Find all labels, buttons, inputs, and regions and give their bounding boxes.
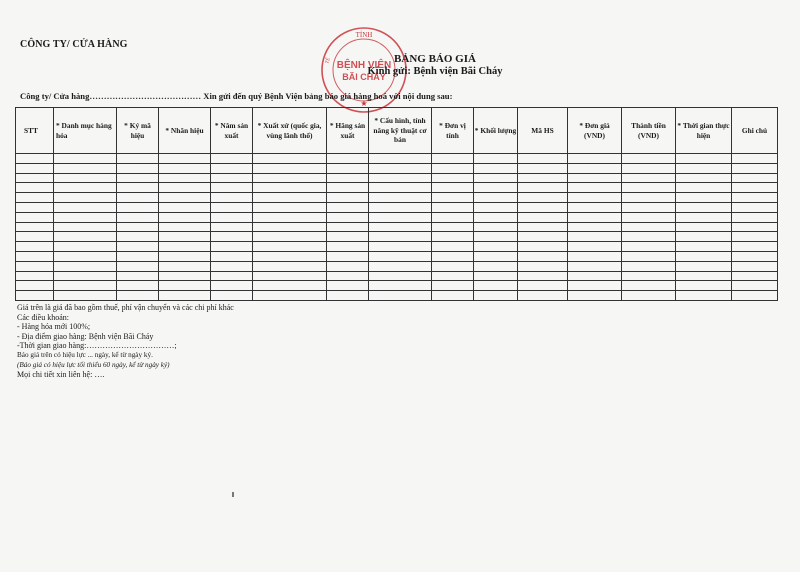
table-cell	[369, 242, 432, 252]
terms-heading: Các điều khoản:	[17, 312, 69, 322]
table-cell	[159, 173, 211, 183]
table-cell	[432, 291, 474, 301]
table-cell	[474, 202, 518, 212]
table-cell	[474, 163, 518, 173]
svg-text:BÃI CHÁY: BÃI CHÁY	[342, 72, 386, 82]
table-cell	[253, 202, 327, 212]
table-cell	[16, 291, 54, 301]
table-cell	[327, 232, 369, 242]
table-cell	[518, 163, 568, 173]
table-cell	[117, 261, 159, 271]
table-cell	[432, 271, 474, 281]
table-cell	[676, 202, 732, 212]
term-validity: Báo giá trên có hiệu lực ... ngày, kể từ ngày ký.	[17, 350, 153, 359]
table-cell	[432, 163, 474, 173]
table-cell	[369, 251, 432, 261]
table-cell	[54, 163, 117, 173]
table-cell	[54, 232, 117, 242]
table-cell	[518, 173, 568, 183]
table-cell	[253, 183, 327, 193]
table-cell	[211, 232, 253, 242]
svg-text:BỆNH VIỆN: BỆNH VIỆN	[336, 60, 392, 71]
table-cell	[16, 222, 54, 232]
table-cell	[16, 242, 54, 252]
table-cell	[327, 154, 369, 164]
table-cell	[54, 242, 117, 252]
table-header-row	[16, 108, 778, 154]
table-row	[16, 261, 778, 271]
table-cell	[117, 193, 159, 203]
table-row	[16, 163, 778, 173]
document-addressee: Kính gửi: Bệnh viện Bãi Cháy	[367, 66, 503, 77]
table-cell	[253, 291, 327, 301]
table-cell	[432, 154, 474, 164]
contact-line: Mọi chi tiết xin liên hệ: ….	[17, 370, 105, 380]
table-row	[16, 271, 778, 281]
table-row	[16, 154, 778, 164]
table-row	[16, 281, 778, 291]
table-cell	[211, 261, 253, 271]
table-cell	[253, 271, 327, 281]
table-cell	[676, 232, 732, 242]
table-cell	[432, 251, 474, 261]
table-cell	[732, 173, 778, 183]
table-cell	[327, 291, 369, 301]
table-cell	[622, 261, 676, 271]
table-cell	[732, 242, 778, 252]
table-cell	[117, 281, 159, 291]
table-cell	[211, 173, 253, 183]
table-row	[16, 212, 778, 222]
table-cell	[54, 173, 117, 183]
table-cell	[117, 183, 159, 193]
table-cell	[327, 271, 369, 281]
table-cell	[732, 271, 778, 281]
table-cell	[518, 261, 568, 271]
table-cell	[16, 232, 54, 242]
table-body	[16, 154, 778, 301]
table-cell	[568, 183, 622, 193]
table-cell	[54, 183, 117, 193]
column-header: * Danh mục hàng hóa	[54, 108, 117, 154]
table-cell	[211, 193, 253, 203]
table-cell	[253, 261, 327, 271]
table-cell	[54, 251, 117, 261]
price-note: Giá trên là giá đã bao gồm thuế, phí vận chuyển và các chi phí khác	[17, 303, 234, 312]
table-cell	[474, 281, 518, 291]
table-cell	[568, 271, 622, 281]
table-cell	[54, 222, 117, 232]
table-cell	[159, 212, 211, 222]
table-cell	[622, 154, 676, 164]
table-cell	[54, 261, 117, 271]
column-header: Thành tiền (VND)	[622, 108, 676, 154]
column-header: * Khối lượng	[474, 108, 518, 154]
table-cell	[253, 232, 327, 242]
table-cell	[159, 271, 211, 281]
table-cell	[518, 222, 568, 232]
table-cell	[16, 163, 54, 173]
table-cell	[622, 281, 676, 291]
table-cell	[369, 281, 432, 291]
table-cell	[676, 271, 732, 281]
table-cell	[518, 251, 568, 261]
table-cell	[327, 242, 369, 252]
table-cell	[327, 202, 369, 212]
table-cell	[16, 202, 54, 212]
table-cell	[327, 222, 369, 232]
table-cell	[432, 202, 474, 212]
intro-line: Công ty/ Cửa hàng………………………………… Xin gửi đến quý Bệnh Viện bảng báo giá hàng hoá với nội dung sau:	[20, 91, 453, 101]
table-cell	[369, 202, 432, 212]
column-header: * Hãng sản xuất	[327, 108, 369, 154]
table-cell	[518, 291, 568, 301]
document-title: BẢNG BÁO GIÁ	[394, 53, 476, 65]
table-cell	[211, 163, 253, 173]
table-cell	[568, 202, 622, 212]
table-cell	[16, 183, 54, 193]
table-cell	[432, 232, 474, 242]
column-header: * Đơn vị tính	[432, 108, 474, 154]
table-cell	[54, 193, 117, 203]
table-cell	[474, 222, 518, 232]
table-cell	[369, 291, 432, 301]
table-cell	[474, 232, 518, 242]
table-cell	[159, 193, 211, 203]
table-cell	[568, 173, 622, 183]
table-cell	[211, 183, 253, 193]
table-cell	[16, 212, 54, 222]
table-cell	[518, 232, 568, 242]
table-cell	[159, 261, 211, 271]
table-cell	[117, 212, 159, 222]
table-cell	[16, 173, 54, 183]
table-cell	[474, 242, 518, 252]
table-cell	[474, 212, 518, 222]
table-cell	[327, 183, 369, 193]
table-cell	[54, 291, 117, 301]
table-row	[16, 202, 778, 212]
table-cell	[159, 242, 211, 252]
table-cell	[369, 261, 432, 271]
table-row	[16, 232, 778, 242]
table-cell	[159, 291, 211, 301]
table-cell	[369, 183, 432, 193]
table-cell	[117, 251, 159, 261]
table-cell	[622, 242, 676, 252]
table-cell	[676, 183, 732, 193]
table-cell	[676, 291, 732, 301]
table-cell	[211, 271, 253, 281]
table-cell	[117, 242, 159, 252]
table-cell	[117, 271, 159, 281]
table-cell	[211, 222, 253, 232]
table-cell	[369, 271, 432, 281]
table-cell	[676, 242, 732, 252]
table-cell	[253, 242, 327, 252]
table-cell	[432, 193, 474, 203]
company-title: CÔNG TY/ CỬA HÀNG	[20, 39, 128, 50]
table-cell	[159, 232, 211, 242]
table-cell	[622, 163, 676, 173]
table-row	[16, 183, 778, 193]
column-header: * Cấu hình, tính năng kỹ thuật cơ bản	[369, 108, 432, 154]
svg-text:TẾ: TẾ	[325, 57, 332, 65]
table-cell	[16, 193, 54, 203]
quotation-table	[15, 107, 778, 301]
table-cell	[432, 222, 474, 232]
table-cell	[327, 212, 369, 222]
table-cell	[54, 202, 117, 212]
table-cell	[568, 232, 622, 242]
table-cell	[432, 183, 474, 193]
table-cell	[732, 251, 778, 261]
table-cell	[159, 202, 211, 212]
table-cell	[676, 212, 732, 222]
term-validity-minimum: (Báo giá có hiệu lực tối thiểu 60 ngày, kể từ ngày ký)	[17, 360, 170, 369]
table-cell	[432, 281, 474, 291]
table-cell	[253, 154, 327, 164]
table-cell	[732, 232, 778, 242]
table-cell	[732, 281, 778, 291]
table-row	[16, 291, 778, 301]
table-cell	[732, 261, 778, 271]
column-header: STT	[16, 108, 54, 154]
table-cell	[622, 271, 676, 281]
table-cell	[211, 212, 253, 222]
table-cell	[327, 261, 369, 271]
table-cell	[676, 154, 732, 164]
table-cell	[369, 154, 432, 164]
svg-text:★: ★	[360, 99, 368, 108]
table-cell	[474, 173, 518, 183]
table-cell	[568, 163, 622, 173]
table-cell	[369, 222, 432, 232]
table-cell	[211, 154, 253, 164]
table-cell	[732, 154, 778, 164]
table-cell	[54, 271, 117, 281]
table-cell	[676, 173, 732, 183]
table-cell	[568, 193, 622, 203]
table-cell	[211, 291, 253, 301]
term-new-goods: - Hàng hóa mới 100%;	[17, 322, 91, 332]
table-cell	[474, 261, 518, 271]
table-cell	[622, 202, 676, 212]
table-cell	[622, 291, 676, 301]
column-header: * Năm sản xuất	[211, 108, 253, 154]
table-cell	[732, 212, 778, 222]
column-header: * Nhãn hiệu	[159, 108, 211, 154]
table-cell	[518, 202, 568, 212]
table-cell	[568, 291, 622, 301]
table-cell	[518, 193, 568, 203]
table-cell	[54, 212, 117, 222]
table-cell	[732, 202, 778, 212]
table-cell	[159, 251, 211, 261]
table-cell	[474, 193, 518, 203]
table-cell	[117, 222, 159, 232]
table-cell	[369, 163, 432, 173]
table-cell	[117, 291, 159, 301]
table-cell	[732, 193, 778, 203]
table-cell	[159, 183, 211, 193]
column-header: * Ký mã hiệu	[117, 108, 159, 154]
column-header: Ghi chú	[732, 108, 778, 154]
table-cell	[211, 202, 253, 212]
table-row	[16, 242, 778, 252]
table-cell	[622, 251, 676, 261]
table-cell	[568, 242, 622, 252]
table-cell	[211, 251, 253, 261]
table-cell	[622, 193, 676, 203]
table-cell	[16, 271, 54, 281]
table-cell	[159, 163, 211, 173]
table-cell	[676, 163, 732, 173]
table-cell	[16, 281, 54, 291]
table-cell	[474, 154, 518, 164]
table-cell	[568, 251, 622, 261]
table-cell	[117, 173, 159, 183]
table-cell	[117, 154, 159, 164]
table-cell	[432, 173, 474, 183]
table-cell	[117, 232, 159, 242]
table-cell	[622, 222, 676, 232]
table-cell	[159, 154, 211, 164]
table-cell	[474, 183, 518, 193]
table-cell	[676, 193, 732, 203]
table-cell	[732, 163, 778, 173]
table-cell	[327, 163, 369, 173]
column-header: Mã HS	[518, 108, 568, 154]
table-cell	[117, 202, 159, 212]
table-cell	[159, 222, 211, 232]
table-cell	[432, 212, 474, 222]
table-cell	[432, 242, 474, 252]
table-cell	[54, 154, 117, 164]
table-cell	[54, 281, 117, 291]
table-cell	[568, 261, 622, 271]
table-cell	[159, 281, 211, 291]
table-cell	[253, 251, 327, 261]
table-cell	[622, 232, 676, 242]
table-cell	[253, 193, 327, 203]
table-cell	[568, 222, 622, 232]
svg-text:TỈNH: TỈNH	[355, 31, 373, 39]
table-cell	[16, 251, 54, 261]
table-cell	[474, 291, 518, 301]
table-cell	[253, 163, 327, 173]
term-delivery-location: - Địa điểm giao hàng: Bệnh viện Bãi Cháy	[17, 331, 154, 341]
table-cell	[369, 193, 432, 203]
terms-notes	[17, 303, 234, 380]
table-cell	[327, 281, 369, 291]
table-cell	[253, 173, 327, 183]
table-row	[16, 193, 778, 203]
table-cell	[16, 154, 54, 164]
table-cell	[474, 251, 518, 261]
table-cell	[732, 291, 778, 301]
table-cell	[518, 212, 568, 222]
table-cell	[568, 281, 622, 291]
table-cell	[568, 154, 622, 164]
table-row	[16, 173, 778, 183]
table-cell	[369, 173, 432, 183]
table-cell	[369, 232, 432, 242]
table-cell	[622, 173, 676, 183]
table-cell	[253, 212, 327, 222]
table-cell	[327, 173, 369, 183]
table-row	[16, 251, 778, 261]
table-cell	[622, 183, 676, 193]
table-cell	[474, 271, 518, 281]
table-cell	[117, 163, 159, 173]
table-cell	[676, 261, 732, 271]
table-row	[16, 222, 778, 232]
table-cell	[16, 261, 54, 271]
column-header: * Đơn giá (VND)	[568, 108, 622, 154]
table-cell	[518, 183, 568, 193]
table-cell	[518, 281, 568, 291]
table-cell	[327, 251, 369, 261]
table-cell	[211, 281, 253, 291]
scan-speck	[232, 492, 234, 497]
table-cell	[732, 222, 778, 232]
table-cell	[676, 251, 732, 261]
column-header: * Xuất xứ (quốc gia, vùng lãnh thổ)	[253, 108, 327, 154]
table-cell	[568, 212, 622, 222]
table-cell	[622, 212, 676, 222]
table-cell	[253, 281, 327, 291]
column-header: * Thời gian thực hiện	[676, 108, 732, 154]
table-cell	[432, 261, 474, 271]
table-cell	[676, 222, 732, 232]
table-cell	[732, 183, 778, 193]
table-cell	[676, 281, 732, 291]
table-cell	[518, 242, 568, 252]
table-cell	[518, 154, 568, 164]
term-delivery-time: -Thời gian giao hàng:……………………………;	[17, 341, 177, 351]
table-cell	[253, 222, 327, 232]
table-cell	[369, 212, 432, 222]
table-cell	[518, 271, 568, 281]
table-cell	[211, 242, 253, 252]
table-cell	[327, 193, 369, 203]
